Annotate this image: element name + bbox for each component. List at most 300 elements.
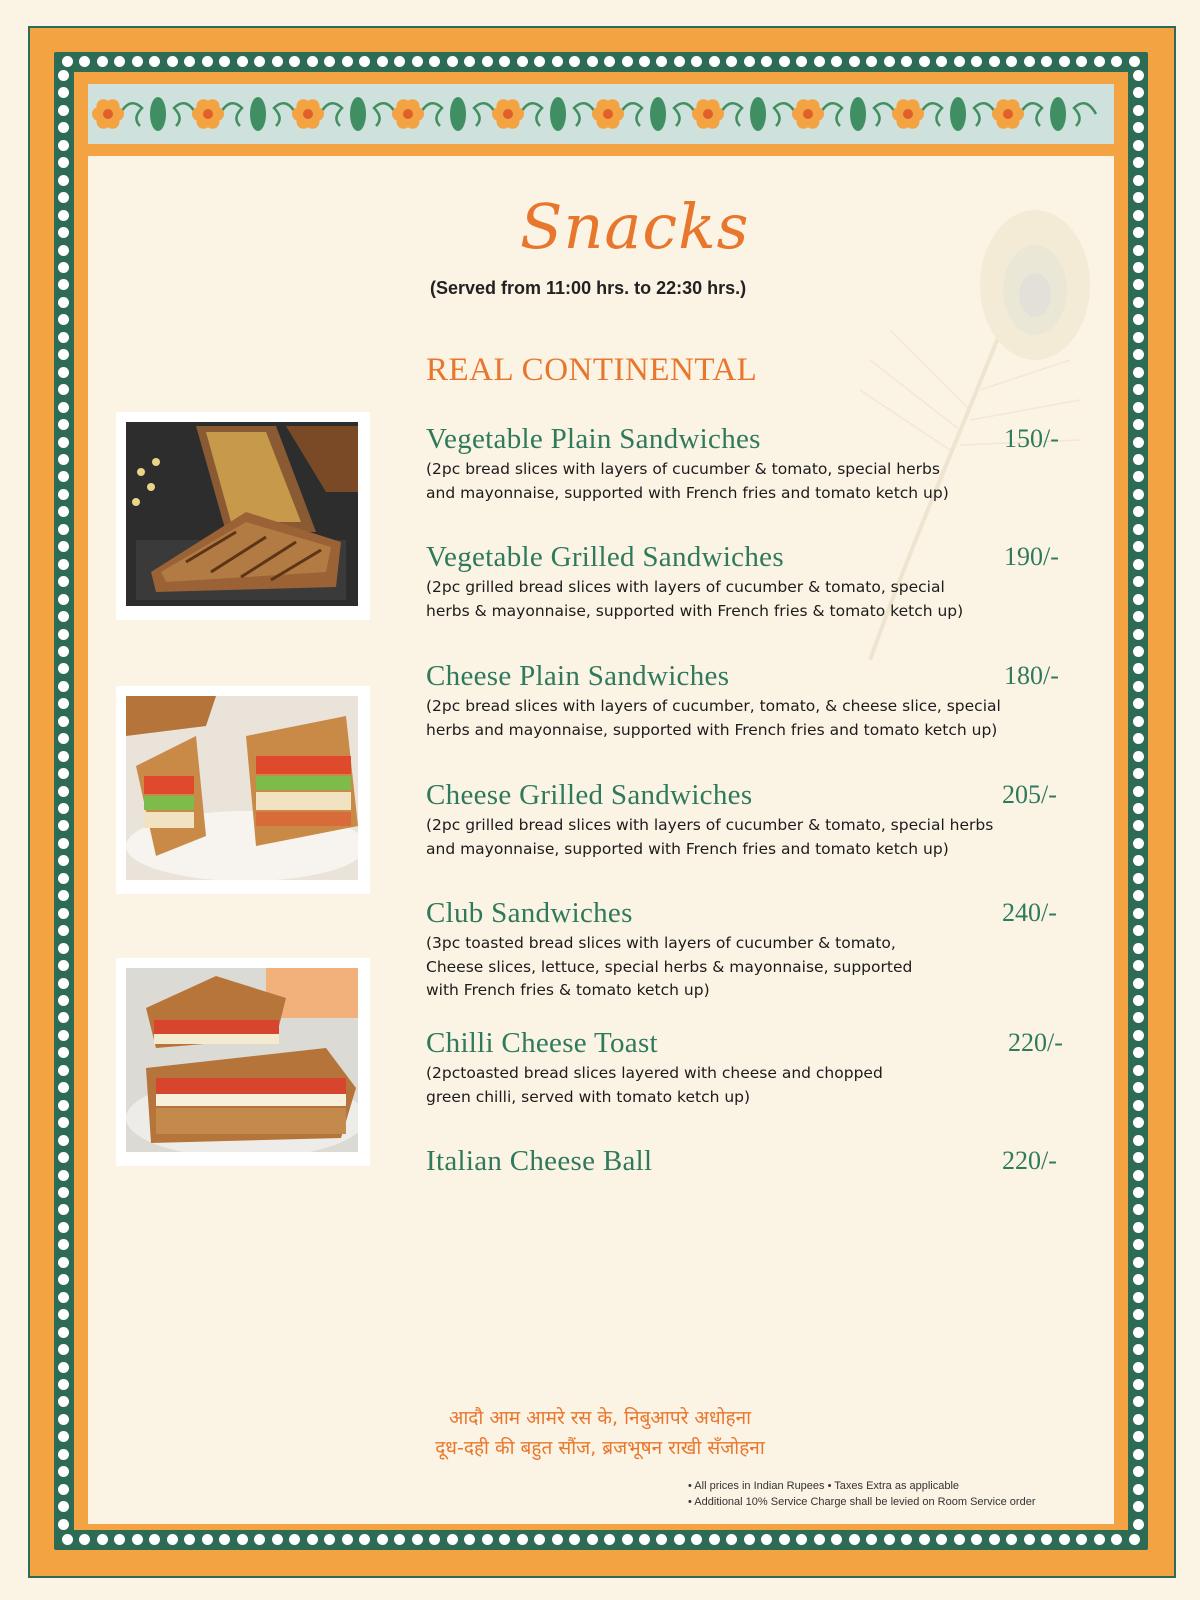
- border-dot: [429, 56, 440, 67]
- menu-item: [426, 1026, 1074, 1109]
- menu-item-description: [426, 932, 1074, 1003]
- border-dot: [1133, 367, 1144, 378]
- border-dot: [237, 1534, 248, 1545]
- border-dot: [1133, 786, 1144, 797]
- border-dot: [58, 1012, 69, 1023]
- border-dot: [1133, 210, 1144, 221]
- border-dot: [1133, 1484, 1144, 1495]
- border-dot: [1133, 1117, 1144, 1128]
- border-dot: [1133, 803, 1144, 814]
- flower-center: [403, 109, 413, 119]
- border-dot: [58, 1257, 69, 1268]
- border-dot: [936, 1534, 947, 1545]
- border-dot: [639, 56, 650, 67]
- border-dot: [989, 56, 1000, 67]
- border-dot: [1133, 978, 1144, 989]
- note-prices: • All prices in Indian Rupees • Taxes Extra as applicable: [688, 1480, 960, 1492]
- menu-item-name: Chilli Cheese Toast: [426, 1027, 658, 1059]
- border-dot: [58, 227, 69, 238]
- border-dot: [1133, 1047, 1144, 1058]
- border-dot: [58, 1274, 69, 1285]
- border-dot: [58, 681, 69, 692]
- border-dot: [58, 192, 69, 203]
- leaf-ornament: [550, 97, 566, 131]
- border-dot: [1094, 1534, 1105, 1545]
- border-dot: [1133, 960, 1144, 971]
- border-dot: [167, 1534, 178, 1545]
- border-dot: [272, 56, 283, 67]
- border-dot: [1133, 890, 1144, 901]
- border-dot: [58, 663, 69, 674]
- border-dot: [58, 576, 69, 587]
- border-dot: [429, 1534, 440, 1545]
- menu-item-name: Cheese Grilled Sandwiches: [426, 779, 753, 811]
- border-dot: [1133, 1274, 1144, 1285]
- menu-item-name: Italian Cheese Ball: [426, 1145, 653, 1177]
- border-dot: [58, 454, 69, 465]
- border-dot: [58, 1519, 69, 1530]
- border-dot: [1133, 995, 1144, 1006]
- border-dot: [1133, 629, 1144, 640]
- border-dot: [1133, 925, 1144, 936]
- border-dot: [58, 140, 69, 151]
- dotted-border-top: [62, 56, 1140, 67]
- border-dot: [1133, 1292, 1144, 1303]
- border-dot: [1133, 559, 1144, 570]
- border-dot: [58, 210, 69, 221]
- border-dot: [58, 1292, 69, 1303]
- border-dot: [58, 751, 69, 762]
- border-dot: [796, 1534, 807, 1545]
- border-dot: [324, 56, 335, 67]
- menu-item-description: [426, 576, 1074, 623]
- border-dot: [1133, 1065, 1144, 1076]
- border-dot: [58, 1396, 69, 1407]
- border-dot: [866, 56, 877, 67]
- border-dot: [1133, 1362, 1144, 1373]
- border-dot: [1133, 262, 1144, 273]
- border-dot: [58, 698, 69, 709]
- border-dot: [394, 1534, 405, 1545]
- menu-item-name: Club Sandwiches: [426, 897, 633, 929]
- border-dot: [58, 489, 69, 500]
- border-dot: [1133, 908, 1144, 919]
- border-dot: [132, 56, 143, 67]
- border-dot: [58, 1135, 69, 1146]
- border-dot: [517, 1534, 528, 1545]
- border-dot: [289, 1534, 300, 1545]
- border-dot: [482, 1534, 493, 1545]
- border-dot: [552, 56, 563, 67]
- border-dot: [58, 1362, 69, 1373]
- serving-hours: (Served from 11:00 hrs. to 22:30 hrs.): [430, 278, 747, 298]
- border-dot: [1006, 1534, 1017, 1545]
- description-line: and mayonnaise, supported with French fries and tomato ketch up): [426, 483, 949, 502]
- border-dot: [761, 56, 772, 67]
- border-dot: [202, 56, 213, 67]
- border-dot: [744, 56, 755, 67]
- section-heading: REAL CONTINENTAL: [426, 352, 758, 388]
- border-dot: [1133, 820, 1144, 831]
- leaf-ornament: [450, 97, 466, 131]
- border-dot: [587, 56, 598, 67]
- menu-item: [426, 896, 1074, 1003]
- border-dot: [1133, 70, 1144, 81]
- border-dot: [254, 56, 265, 67]
- border-dot: [359, 1534, 370, 1545]
- border-dot: [1133, 122, 1144, 133]
- border-dot: [814, 56, 825, 67]
- border-dot: [58, 157, 69, 168]
- menu-item-description: [426, 814, 1074, 861]
- border-dot: [1133, 1501, 1144, 1512]
- border-dot: [237, 56, 248, 67]
- border-dot: [779, 56, 790, 67]
- border-dot: [58, 559, 69, 570]
- border-dot: [58, 471, 69, 482]
- border-dot: [1133, 751, 1144, 762]
- border-dot: [219, 1534, 230, 1545]
- border-dot: [167, 56, 178, 67]
- leaf-ornament: [650, 97, 666, 131]
- flower-center: [103, 109, 113, 119]
- border-dot: [1133, 1239, 1144, 1250]
- border-dot: [58, 1047, 69, 1058]
- border-dot: [184, 1534, 195, 1545]
- border-dot: [1133, 1344, 1144, 1355]
- border-dot: [184, 56, 195, 67]
- border-dot: [1133, 663, 1144, 674]
- description-line: (2pc grilled bread slices with layers of cucumber & tomato, special herbs: [426, 816, 994, 834]
- dotted-border-bottom: [62, 1534, 1140, 1545]
- border-dot: [1133, 541, 1144, 552]
- border-dot: [1133, 1204, 1144, 1215]
- border-dot: [58, 506, 69, 517]
- border-dot: [971, 1534, 982, 1545]
- description-line: and mayonnaise, supported with French fries and tomato ketch up): [426, 839, 949, 858]
- border-dot: [58, 1170, 69, 1181]
- flower-center: [903, 109, 913, 119]
- border-dot: [58, 1449, 69, 1460]
- border-dot: [58, 803, 69, 814]
- border-dot: [58, 419, 69, 430]
- border-dot: [254, 1534, 265, 1545]
- border-dot: [1133, 576, 1144, 587]
- border-dot: [1133, 1519, 1144, 1530]
- border-dot: [62, 56, 73, 67]
- border-dot: [744, 1534, 755, 1545]
- border-dot: [58, 297, 69, 308]
- description-line: (2pc bread slices with layers of cucumber & tomato, special herbs: [426, 460, 940, 478]
- border-dot: [1133, 1309, 1144, 1320]
- floral-border-ornament: [88, 84, 1114, 148]
- footer-notes: [688, 1478, 1035, 1510]
- description-line: (2pc bread slices with layers of cucumber, tomato, & cheese slice, special: [426, 697, 1001, 715]
- dotted-border-left: [58, 70, 69, 1530]
- border-dot: [219, 56, 230, 67]
- leaf-ornament: [950, 97, 966, 131]
- border-dot: [412, 56, 423, 67]
- border-dot: [796, 56, 807, 67]
- border-dot: [726, 1534, 737, 1545]
- border-dot: [58, 1327, 69, 1338]
- border-dot: [1133, 1414, 1144, 1425]
- border-dot: [1059, 56, 1070, 67]
- border-dot: [58, 262, 69, 273]
- border-dot: [1133, 1257, 1144, 1268]
- border-dot: [1133, 646, 1144, 657]
- border-dot: [58, 541, 69, 552]
- menu-item-price: 190/-: [1004, 542, 1059, 571]
- border-dot: [1133, 1449, 1144, 1460]
- description-line: herbs and mayonnaise, supported with French fries and tomato ketch up): [426, 720, 998, 739]
- border-dot: [394, 56, 405, 67]
- menu-item-name: Cheese Plain Sandwiches: [426, 660, 730, 692]
- border-dot: [1133, 1187, 1144, 1198]
- border-dot: [604, 1534, 615, 1545]
- border-dot: [1133, 855, 1144, 866]
- border-dot: [1133, 140, 1144, 151]
- border-dot: [79, 56, 90, 67]
- border-dot: [58, 1344, 69, 1355]
- border-dot: [534, 1534, 545, 1545]
- border-dot: [1133, 245, 1144, 256]
- border-dot: [1133, 332, 1144, 343]
- border-dot: [604, 56, 615, 67]
- border-dot: [901, 1534, 912, 1545]
- border-dot: [58, 995, 69, 1006]
- border-dot: [954, 1534, 965, 1545]
- border-dot: [1024, 1534, 1035, 1545]
- border-dot: [534, 56, 545, 67]
- hindi-verse-line-2: दूध-दही की बहुत सौंज, ब्रजभूषन राखी सँजोहना: [435, 1437, 765, 1459]
- border-dot: [989, 1534, 1000, 1545]
- border-dot: [58, 611, 69, 622]
- border-dot: [58, 1030, 69, 1041]
- border-dot: [1133, 105, 1144, 116]
- border-dot: [58, 1100, 69, 1111]
- food-photo-cheese-toast: [116, 958, 370, 1166]
- border-dot: [1133, 454, 1144, 465]
- border-dot: [58, 122, 69, 133]
- menu-item: [426, 659, 1074, 742]
- border-dot: [307, 1534, 318, 1545]
- band-strip: [88, 144, 1114, 156]
- border-dot: [1111, 1534, 1122, 1545]
- border-dot: [709, 1534, 720, 1545]
- border-dot: [58, 1431, 69, 1442]
- border-dot: [1024, 56, 1035, 67]
- border-dot: [936, 56, 947, 67]
- border-dot: [1133, 1100, 1144, 1111]
- border-dot: [674, 1534, 685, 1545]
- border-dot: [79, 1534, 90, 1545]
- border-dot: [1133, 297, 1144, 308]
- border-dot: [1133, 873, 1144, 884]
- menu-item-price: 205/-: [1002, 780, 1057, 809]
- border-dot: [58, 314, 69, 325]
- border-dot: [307, 56, 318, 67]
- border-dot: [58, 1204, 69, 1215]
- border-dot: [901, 56, 912, 67]
- border-dot: [1133, 838, 1144, 849]
- border-dot: [58, 873, 69, 884]
- border-dot: [58, 332, 69, 343]
- border-dot: [377, 56, 388, 67]
- border-dot: [342, 56, 353, 67]
- menu-item: [426, 422, 1074, 505]
- border-dot: [58, 855, 69, 866]
- border-dot: [447, 56, 458, 67]
- leaf-ornament: [750, 97, 766, 131]
- border-dot: [58, 1187, 69, 1198]
- menu-item-description: [426, 695, 1074, 742]
- border-dot: [58, 594, 69, 605]
- leaf-ornament: [150, 97, 166, 131]
- border-dot: [58, 1414, 69, 1425]
- border-dot: [58, 1501, 69, 1512]
- food-photo-grilled-sandwich: [116, 412, 370, 620]
- menu-item-price: 220/-: [1008, 1028, 1063, 1057]
- border-dot: [58, 925, 69, 936]
- border-dot: [1133, 1222, 1144, 1233]
- border-dot: [58, 1222, 69, 1233]
- border-dot: [342, 1534, 353, 1545]
- border-dot: [114, 56, 125, 67]
- border-dot: [62, 1534, 73, 1545]
- flower-center: [1003, 109, 1013, 119]
- border-dot: [1076, 56, 1087, 67]
- note-service-charge: • Additional 10% Service Charge shall be levied on Room Service order: [688, 1496, 1036, 1508]
- description-line: (2pctoasted bread slices layered with cheese and chopped: [426, 1064, 883, 1082]
- border-dot: [114, 1534, 125, 1545]
- border-dot: [58, 524, 69, 535]
- border-dot: [1133, 1152, 1144, 1163]
- border-dot: [1133, 419, 1144, 430]
- menu-item-description: [426, 458, 1074, 505]
- menu-item-name: Vegetable Plain Sandwiches: [426, 423, 761, 455]
- border-dot: [1129, 1534, 1140, 1545]
- border-dot: [569, 1534, 580, 1545]
- border-dot: [1094, 56, 1105, 67]
- border-dot: [412, 1534, 423, 1545]
- border-dot: [58, 768, 69, 779]
- border-dot: [814, 1534, 825, 1545]
- border-dot: [674, 56, 685, 67]
- leaf-ornament: [350, 97, 366, 131]
- leaf-ornament: [250, 97, 266, 131]
- border-dot: [1041, 1534, 1052, 1545]
- border-dot: [919, 1534, 930, 1545]
- border-dot: [1129, 56, 1140, 67]
- border-dot: [482, 56, 493, 67]
- food-photo-club-sandwich: [116, 686, 370, 894]
- border-dot: [58, 1379, 69, 1390]
- border-dot: [1133, 175, 1144, 186]
- border-dot: [58, 349, 69, 360]
- border-dot: [58, 70, 69, 81]
- border-dot: [1133, 1030, 1144, 1041]
- menu-item-description: [426, 1062, 1074, 1109]
- border-dot: [1041, 56, 1052, 67]
- border-dot: [1133, 87, 1144, 98]
- border-dot: [58, 786, 69, 797]
- description-line: herbs & mayonnaise, supported with French fries & tomato ketch up): [426, 601, 964, 620]
- border-dot: [831, 1534, 842, 1545]
- border-dot: [779, 1534, 790, 1545]
- menu-item: [426, 540, 1074, 623]
- border-dot: [1133, 1379, 1144, 1390]
- border-dot: [58, 367, 69, 378]
- border-dot: [1133, 611, 1144, 622]
- border-dot: [691, 56, 702, 67]
- border-dot: [517, 56, 528, 67]
- menu-item-price: 220/-: [1002, 1146, 1057, 1175]
- border-dot: [1133, 1466, 1144, 1477]
- border-dot: [272, 1534, 283, 1545]
- border-dot: [1133, 227, 1144, 238]
- border-dot: [919, 56, 930, 67]
- border-dot: [289, 56, 300, 67]
- border-dot: [1111, 56, 1122, 67]
- border-dot: [1133, 1082, 1144, 1093]
- border-dot: [971, 56, 982, 67]
- border-dot: [58, 1484, 69, 1495]
- border-dot: [58, 437, 69, 448]
- flower-center: [503, 109, 513, 119]
- border-dot: [884, 56, 895, 67]
- border-dot: [1133, 384, 1144, 395]
- border-dot: [1059, 1534, 1070, 1545]
- border-dot: [58, 87, 69, 98]
- border-dot: [831, 56, 842, 67]
- border-dot: [58, 908, 69, 919]
- border-dot: [202, 1534, 213, 1545]
- border-dot: [464, 56, 475, 67]
- border-dot: [58, 890, 69, 901]
- border-dot: [149, 56, 160, 67]
- border-dot: [691, 1534, 702, 1545]
- border-dot: [58, 105, 69, 116]
- border-dot: [726, 56, 737, 67]
- border-dot: [1133, 489, 1144, 500]
- border-dot: [849, 1534, 860, 1545]
- border-dot: [761, 1534, 772, 1545]
- border-dot: [324, 1534, 335, 1545]
- border-dot: [58, 1239, 69, 1250]
- border-dot: [1133, 698, 1144, 709]
- border-dot: [58, 733, 69, 744]
- border-dot: [58, 1065, 69, 1076]
- border-dot: [58, 820, 69, 831]
- border-dot: [1133, 402, 1144, 413]
- border-dot: [849, 56, 860, 67]
- flower-center: [203, 109, 213, 119]
- border-dot: [58, 1309, 69, 1320]
- border-dot: [1133, 1135, 1144, 1146]
- leaf-ornament: [1050, 97, 1066, 131]
- border-dot: [499, 1534, 510, 1545]
- border-dot: [58, 279, 69, 290]
- border-dot: [1133, 681, 1144, 692]
- border-dot: [1076, 1534, 1087, 1545]
- border-dot: [1133, 192, 1144, 203]
- border-dot: [58, 402, 69, 413]
- menu-title: Snacks: [520, 190, 750, 263]
- border-dot: [1133, 349, 1144, 360]
- border-dot: [587, 1534, 598, 1545]
- description-line: Cheese slices, lettuce, special herbs & mayonnaise, supported: [426, 957, 913, 976]
